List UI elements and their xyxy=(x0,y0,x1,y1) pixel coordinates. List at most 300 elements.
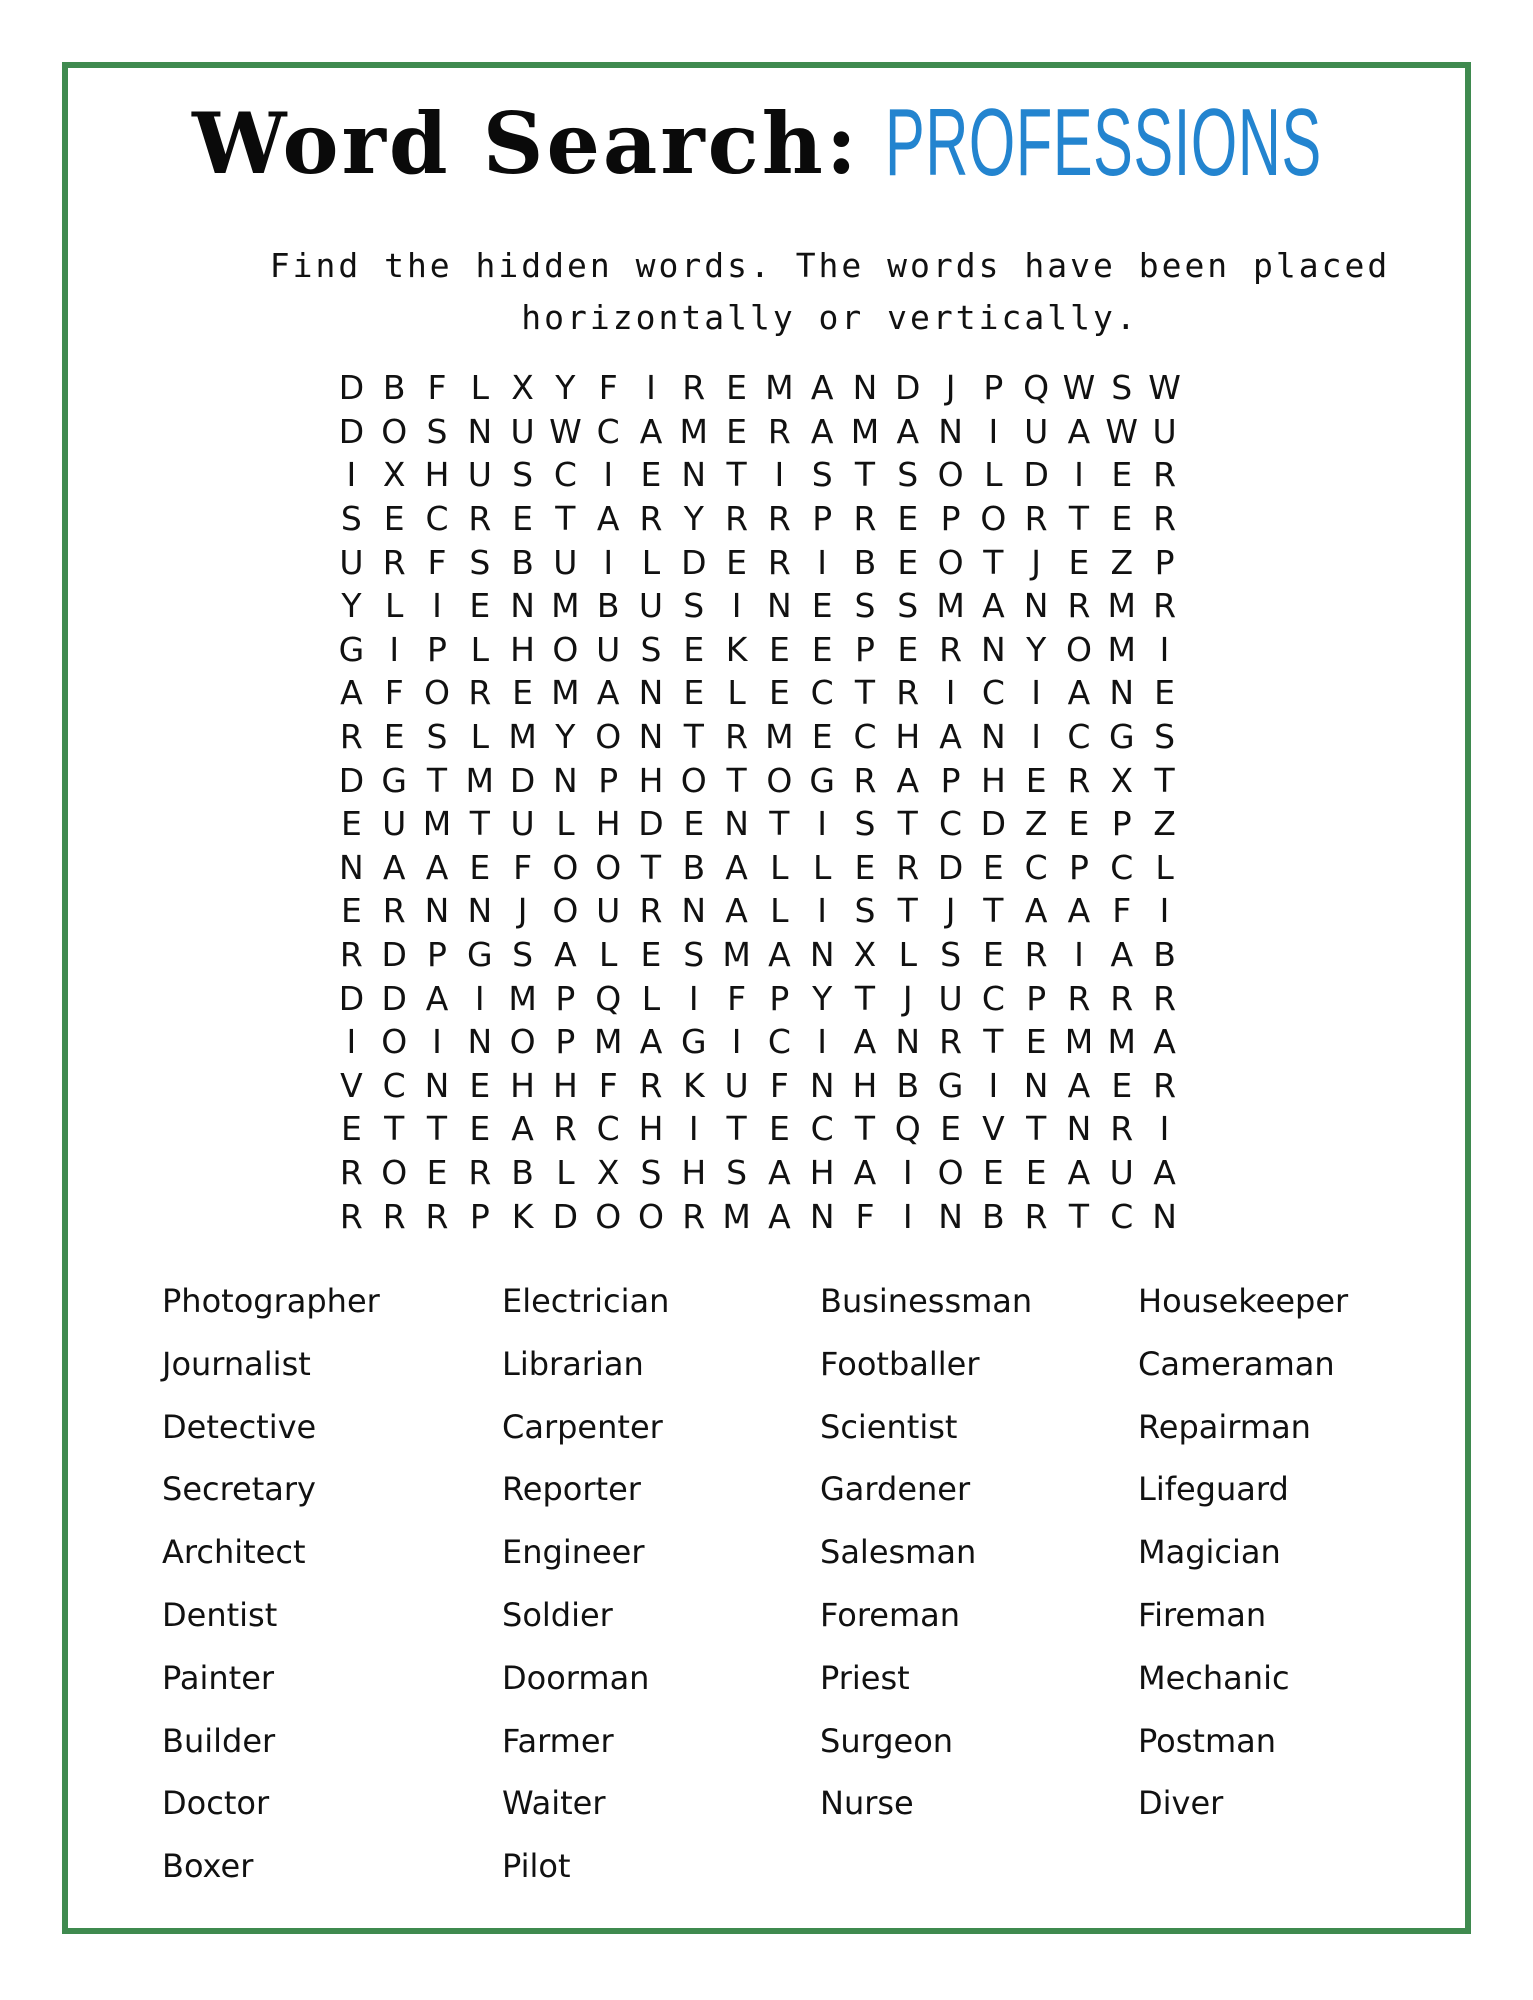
word-list-item: Pilot xyxy=(502,1847,571,1886)
grid-letter: U xyxy=(553,542,578,582)
grid-letter: A xyxy=(896,760,920,800)
grid-letter: M xyxy=(1107,1022,1136,1062)
grid-letter: L xyxy=(984,455,1003,495)
grid-letter: R xyxy=(1153,978,1176,1018)
grid-letter: R xyxy=(1067,978,1091,1018)
grid-letter: N xyxy=(424,891,450,931)
title-main: Word Search: xyxy=(192,93,860,193)
grid-letter: N xyxy=(1023,1065,1049,1105)
grid-letter: P xyxy=(1068,847,1089,887)
grid-letter: I xyxy=(902,1152,913,1192)
grid-letter: A xyxy=(896,411,920,451)
grid-letter: X xyxy=(382,455,406,495)
grid-letter: U xyxy=(596,891,621,931)
grid-letter: T xyxy=(1026,1109,1047,1149)
grid-letter: L xyxy=(470,717,489,757)
grid-letter: P xyxy=(427,629,447,669)
grid-row xyxy=(330,802,1210,846)
grid-letter: P xyxy=(769,978,790,1018)
grid-letter: C xyxy=(425,499,449,539)
grid-letter: T xyxy=(426,760,448,800)
grid-letter: I xyxy=(817,804,828,844)
grid-letter: T xyxy=(854,455,876,495)
grid-letter: M xyxy=(850,411,880,451)
grid-letter: B xyxy=(382,368,406,408)
word-list-item: Magician xyxy=(1138,1533,1281,1572)
grid-letter: T xyxy=(426,1109,448,1149)
grid-letter: T xyxy=(1068,499,1090,539)
grid-letter: R xyxy=(639,499,663,539)
grid-letter: M xyxy=(1107,629,1136,669)
word-list xyxy=(162,1280,1402,1908)
grid-row xyxy=(330,497,1210,541)
grid-letter: I xyxy=(1031,673,1042,713)
grid-letter: R xyxy=(468,1152,492,1192)
grid-letter: E xyxy=(383,717,405,757)
word-list-item: Businessman xyxy=(820,1282,1033,1320)
grid-letter: S xyxy=(854,586,876,626)
grid-letter: S xyxy=(897,586,919,626)
grid-letter: M xyxy=(422,804,452,844)
grid-letter: J xyxy=(945,891,956,931)
grid-letter: Y xyxy=(683,499,704,539)
grid-letter: H xyxy=(552,1065,578,1105)
grid-letter: D xyxy=(1023,455,1049,495)
grid-letter: N xyxy=(852,368,878,408)
grid-letter: Y xyxy=(555,717,576,757)
grid-letter: H xyxy=(980,760,1006,800)
grid-letter: E xyxy=(469,1065,491,1105)
grid-letter: E xyxy=(726,542,747,582)
grid-letter: P xyxy=(1111,804,1132,844)
grid-letter: E xyxy=(940,1109,961,1149)
grid-letter: D xyxy=(509,760,536,800)
grid-letter: C xyxy=(382,1065,406,1105)
grid-letter: O xyxy=(766,760,793,800)
grid-letter: N xyxy=(895,1022,921,1062)
grid-letter: L xyxy=(641,542,661,582)
grid-letter: R xyxy=(939,629,963,669)
grid-letter: R xyxy=(1024,1196,1048,1236)
grid-letter: A xyxy=(639,1022,663,1062)
word-column xyxy=(1138,1280,1402,1908)
grid-letter: I xyxy=(988,1065,999,1105)
grid-letter: R xyxy=(767,499,791,539)
grid-letter: H xyxy=(510,1065,535,1105)
grid-letter: H xyxy=(424,455,450,495)
grid-letter: I xyxy=(389,629,400,669)
grid-letter: S xyxy=(854,891,876,931)
word-list-item: Diver xyxy=(1138,1784,1224,1823)
grid-letter: A xyxy=(554,935,577,975)
grid-letter: P xyxy=(555,1022,576,1062)
word-list-item: Mechanic xyxy=(1138,1658,1290,1697)
grid-letter: O xyxy=(937,1152,964,1192)
grid-letter: E xyxy=(768,629,790,669)
word-list-item: Housekeeper xyxy=(1138,1282,1349,1320)
grid-letter: A xyxy=(853,1022,877,1062)
grid-letter: L xyxy=(385,586,404,626)
grid-letter: I xyxy=(432,1022,442,1062)
grid-letter: A xyxy=(596,499,620,539)
grid-letter: A xyxy=(425,978,449,1018)
grid-letter: M xyxy=(508,978,537,1018)
instructions-line: horizontally or vertically. xyxy=(521,298,1139,337)
grid-letter: S xyxy=(426,411,448,451)
grid-letter: Z xyxy=(1024,804,1048,844)
grid-letter: D xyxy=(338,411,365,451)
grid-letter: M xyxy=(551,586,580,626)
grid-letter: L xyxy=(770,891,789,931)
grid-letter: P xyxy=(427,935,447,975)
grid-letter: N xyxy=(638,717,664,757)
grid-row xyxy=(330,540,1210,584)
grid-letter: O xyxy=(552,891,579,931)
grid-letter: S xyxy=(1154,717,1176,757)
grid-letter: A xyxy=(853,1152,877,1192)
grid-letter: R xyxy=(382,891,406,931)
grid-letter: G xyxy=(1108,717,1135,757)
grid-letter: M xyxy=(679,411,709,451)
grid-letter: T xyxy=(854,978,876,1018)
grid-letter: N xyxy=(681,891,707,931)
grid-letter: T xyxy=(897,804,918,844)
grid-letter: A xyxy=(725,847,748,887)
grid-letter: A xyxy=(425,847,449,887)
grid-letter: S xyxy=(854,804,876,844)
grid-letter: P xyxy=(940,760,961,800)
grid-letter: P xyxy=(1026,978,1047,1018)
grid-letter: E xyxy=(811,717,833,757)
grid-letter: I xyxy=(1159,629,1170,669)
grid-letter: N xyxy=(938,1196,963,1236)
grid-letter: D xyxy=(338,978,365,1018)
grid-letter: E xyxy=(683,629,705,669)
grid-letter: L xyxy=(898,935,917,975)
grid-letter: D xyxy=(381,935,407,975)
grid-letter: E xyxy=(469,1109,491,1149)
grid-letter: S xyxy=(683,935,705,975)
grid-letter: S xyxy=(1111,368,1133,408)
grid-letter: M xyxy=(936,586,965,626)
word-column xyxy=(820,1280,1138,1908)
word-list-item: Journalist xyxy=(162,1344,311,1383)
grid-letter: P xyxy=(598,760,619,800)
grid-letter: M xyxy=(593,1022,623,1062)
grid-letter: D xyxy=(895,368,921,408)
grid-letter: I xyxy=(688,978,699,1018)
grid-letter: S xyxy=(426,717,448,757)
grid-letter: E xyxy=(1025,760,1047,800)
grid-letter: H xyxy=(852,1065,878,1105)
grid-letter: A xyxy=(639,411,663,451)
grid-letter: I xyxy=(1159,891,1170,931)
grid-letter: E xyxy=(854,847,876,887)
grid-letter: F xyxy=(727,978,747,1018)
grid-letter: M xyxy=(765,717,794,757)
grid-letter: T xyxy=(983,1022,1004,1062)
grid-letter: E xyxy=(383,499,405,539)
grid-letter: R xyxy=(382,542,406,582)
grid-letter: F xyxy=(769,1065,789,1105)
grid-letter: N xyxy=(981,717,1006,757)
grid-letter: A xyxy=(1110,935,1134,975)
grid-letter: S xyxy=(640,1152,662,1192)
grid-letter: A xyxy=(725,891,748,931)
grid-letter: I xyxy=(432,586,442,626)
grid-row xyxy=(330,846,1210,890)
grid-letter: B xyxy=(511,542,534,582)
grid-letter: E xyxy=(340,1109,362,1149)
grid-letter: M xyxy=(1107,586,1136,626)
grid-letter: I xyxy=(1159,1109,1170,1149)
grid-letter: E xyxy=(683,673,705,713)
grid-letter: G xyxy=(467,935,493,975)
grid-row xyxy=(330,1194,1210,1238)
grid-row xyxy=(330,1020,1210,1064)
grid-letter: L xyxy=(556,1152,575,1192)
grid-letter: E xyxy=(726,368,747,408)
grid-letter: I xyxy=(817,891,828,931)
word-list-item: Architect xyxy=(162,1533,306,1572)
grid-letter: N xyxy=(681,455,707,495)
grid-letter: U xyxy=(938,978,963,1018)
grid-letter: E xyxy=(1068,542,1090,582)
grid-letter: E xyxy=(768,1109,790,1149)
grid-letter: O xyxy=(595,717,622,757)
grid-letter: Z xyxy=(1153,804,1176,844)
grid-letter: M xyxy=(722,1196,751,1236)
grid-letter: E xyxy=(640,455,662,495)
grid-letter: G xyxy=(381,760,407,800)
grid-letter: D xyxy=(681,542,707,582)
grid-letter: G xyxy=(338,629,365,669)
grid-letter: E xyxy=(982,1152,1004,1192)
word-list-item: Farmer xyxy=(502,1721,614,1760)
grid-letter: S xyxy=(340,499,362,539)
grid-letter: I xyxy=(817,542,828,582)
grid-letter: X xyxy=(1110,760,1134,800)
word-list-item: Doorman xyxy=(502,1658,650,1697)
grid-letter: R xyxy=(1153,455,1176,495)
grid-row xyxy=(330,715,1210,759)
grid-letter: H xyxy=(510,629,535,669)
grid-letter: H xyxy=(638,1109,664,1149)
grid-letter: R xyxy=(339,717,363,757)
grid-letter: M xyxy=(508,717,537,757)
grid-letter: C xyxy=(939,804,963,844)
grid-letter: O xyxy=(595,1196,622,1236)
grid-letter: E xyxy=(512,673,534,713)
grid-letter: E xyxy=(640,935,662,975)
grid-letter: E xyxy=(469,847,491,887)
grid-letter: Q xyxy=(595,978,622,1018)
grid-letter: I xyxy=(1074,935,1084,975)
grid-letter: T xyxy=(469,804,490,844)
grid-letter: C xyxy=(1110,1196,1134,1236)
word-list-item: Salesman xyxy=(820,1533,977,1572)
grid-letter: R xyxy=(339,935,363,975)
grid-letter: L xyxy=(556,804,575,844)
grid-letter: T xyxy=(1154,760,1175,800)
grid-letter: A xyxy=(810,368,834,408)
grid-row xyxy=(330,758,1210,802)
grid-letter: C xyxy=(981,978,1005,1018)
grid-letter: X xyxy=(596,1152,620,1192)
grid-letter: E xyxy=(897,629,919,669)
grid-letter: R xyxy=(1153,1065,1176,1105)
word-column xyxy=(502,1280,820,1908)
word-list-item: Foreman xyxy=(820,1595,961,1634)
grid-letter: R xyxy=(339,1196,363,1236)
grid-letter: T xyxy=(1068,1196,1090,1236)
grid-letter: R xyxy=(553,1109,577,1149)
grid-letter: O xyxy=(552,847,579,887)
grid-letter: S xyxy=(512,935,534,975)
grid-letter: D xyxy=(638,804,664,844)
grid-letter: N xyxy=(809,1196,835,1236)
letter-grid xyxy=(330,366,1210,1238)
grid-letter: A xyxy=(939,717,962,757)
grid-letter: E xyxy=(811,586,833,626)
grid-letter: S xyxy=(512,455,534,495)
word-list-item: Secretary xyxy=(162,1470,316,1509)
grid-letter: E xyxy=(426,1152,448,1192)
grid-letter: N xyxy=(724,804,749,844)
grid-row xyxy=(330,628,1210,672)
grid-letter: E xyxy=(897,542,919,582)
grid-letter: Y xyxy=(1026,629,1047,669)
grid-letter: I xyxy=(945,673,956,713)
grid-letter: R xyxy=(853,760,877,800)
grid-letter: K xyxy=(511,1196,534,1236)
grid-letter: Q xyxy=(1023,368,1050,408)
grid-letter: E xyxy=(768,673,790,713)
grid-letter: J xyxy=(1031,542,1042,582)
grid-letter: E xyxy=(340,804,362,844)
grid-letter: L xyxy=(598,935,618,975)
grid-letter: H xyxy=(681,1152,707,1192)
grid-letter: A xyxy=(1067,411,1091,451)
grid-letter: S xyxy=(683,586,705,626)
word-list-item: Fireman xyxy=(1138,1595,1267,1634)
grid-letter: S xyxy=(811,455,833,495)
grid-letter: C xyxy=(1067,717,1091,757)
grid-letter: U xyxy=(1109,1152,1134,1192)
grid-letter: O xyxy=(424,673,450,713)
grid-letter: C xyxy=(853,717,877,757)
grid-letter: W xyxy=(1105,411,1139,451)
grid-letter: I xyxy=(474,978,485,1018)
grid-letter: I xyxy=(731,586,742,626)
grid-letter: Z xyxy=(1110,542,1134,582)
grid-letter: N xyxy=(467,411,493,451)
grid-letter: M xyxy=(1064,1022,1094,1062)
grid-letter: P xyxy=(1154,542,1175,582)
grid-letter: E xyxy=(1111,1065,1133,1105)
grid-letter: E xyxy=(982,935,1004,975)
grid-letter: T xyxy=(683,717,704,757)
grid-letter: R xyxy=(939,1022,963,1062)
grid-letter: L xyxy=(470,629,489,669)
grid-letter: A xyxy=(1067,673,1091,713)
grid-letter: O xyxy=(937,542,964,582)
grid-letter: C xyxy=(810,1109,834,1149)
word-list-item: Scientist xyxy=(820,1407,958,1446)
word-list-item: Postman xyxy=(1138,1721,1277,1760)
grid-letter: T xyxy=(555,499,576,539)
word-list-item: Waiter xyxy=(502,1784,606,1823)
grid-letter: P xyxy=(555,978,576,1018)
word-list-item: Painter xyxy=(162,1658,275,1697)
grid-letter: W xyxy=(549,411,582,451)
grid-letter: R xyxy=(1067,760,1091,800)
grid-letter: R xyxy=(1024,935,1048,975)
grid-letter: E xyxy=(683,804,705,844)
grid-letter: R xyxy=(896,673,920,713)
word-list-item: Gardener xyxy=(820,1470,971,1509)
grid-letter: A xyxy=(1153,1152,1176,1192)
grid-letter: S xyxy=(469,542,491,582)
grid-letter: M xyxy=(722,935,751,975)
grid-letter: R xyxy=(767,542,791,582)
grid-letter: F xyxy=(598,368,618,408)
grid-letter: L xyxy=(470,368,489,408)
grid-letter: A xyxy=(511,1109,534,1149)
grid-letter: A xyxy=(1153,1022,1176,1062)
word-list-item: Detective xyxy=(162,1407,317,1446)
grid-letter: D xyxy=(381,978,407,1018)
grid-letter: R xyxy=(1067,586,1091,626)
grid-letter: U xyxy=(1152,411,1177,451)
grid-letter: T xyxy=(854,673,876,713)
grid-row xyxy=(330,671,1210,715)
grid-letter: A xyxy=(382,847,406,887)
grid-letter: O xyxy=(381,1152,408,1192)
grid-letter: E xyxy=(1154,673,1175,713)
grid-letter: N xyxy=(1109,673,1135,713)
word-list-item: Engineer xyxy=(502,1533,645,1572)
word-column xyxy=(162,1280,502,1908)
grid-letter: R xyxy=(1024,499,1048,539)
grid-letter: T xyxy=(769,804,790,844)
grid-letter: N xyxy=(938,411,963,451)
grid-letter: C xyxy=(553,455,577,495)
grid-row xyxy=(330,584,1210,628)
word-list-item: Photographer xyxy=(162,1282,380,1320)
grid-letter: F xyxy=(598,1065,618,1105)
grid-letter: I xyxy=(1031,717,1042,757)
grid-letter: E xyxy=(897,499,919,539)
grid-letter: N xyxy=(1152,1196,1177,1236)
grid-letter: Y xyxy=(812,978,833,1018)
grid-letter: S xyxy=(640,629,662,669)
grid-letter: T xyxy=(726,760,747,800)
grid-letter: T xyxy=(983,542,1004,582)
grid-letter: O xyxy=(680,760,707,800)
grid-letter: B xyxy=(896,1065,920,1105)
grid-letter: J xyxy=(945,368,956,408)
word-list-item: Boxer xyxy=(162,1847,254,1886)
grid-row xyxy=(330,410,1210,454)
grid-letter: R xyxy=(1153,586,1176,626)
grid-letter: D xyxy=(937,847,964,887)
grid-letter: V xyxy=(340,1065,363,1105)
grid-letter: U xyxy=(1024,411,1049,451)
grid-letter: O xyxy=(637,1196,664,1236)
grid-letter: P xyxy=(983,368,1004,408)
grid-letter: I xyxy=(774,455,785,495)
